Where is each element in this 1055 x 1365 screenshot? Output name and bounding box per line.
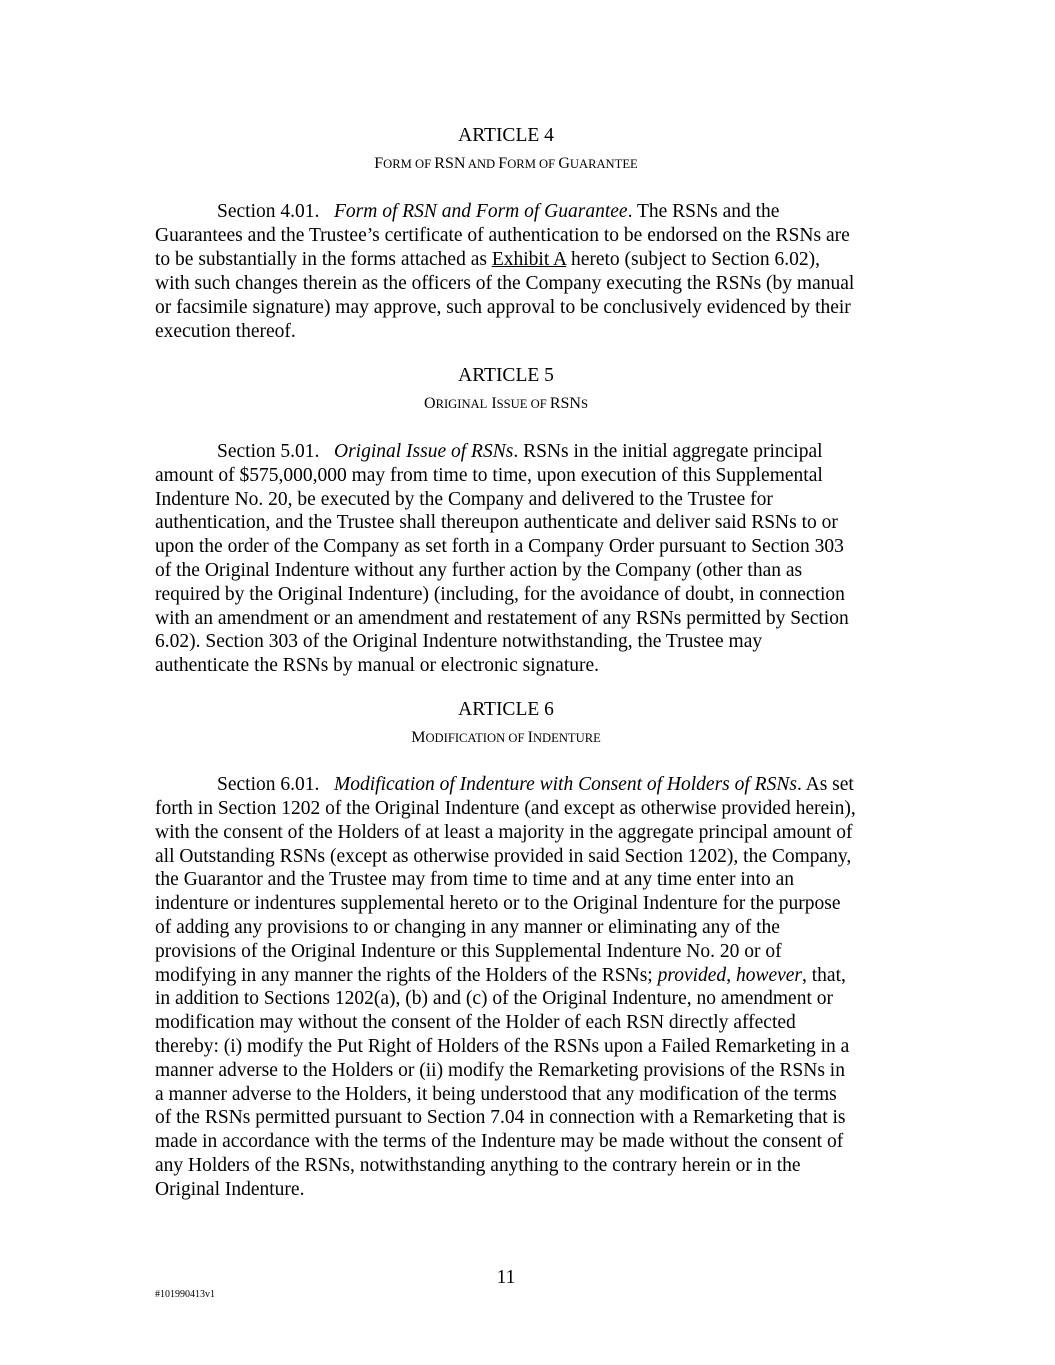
section-5-01-line-6: of the Original Indenture without any further action by the Company (other than as	[155, 560, 803, 581]
exhibit-a-reference: Exhibit A	[491, 249, 567, 270]
section-5-01-line-2: amount of $575,000,000 may from time to time, upon execution of this Supplemental	[155, 465, 823, 486]
section-number: Section 5.01.	[217, 441, 320, 462]
section-6-01-line-6: indenture or indentures supplemental hereto or to the Original Indenture for the purpose	[155, 893, 841, 914]
section-6-01-line-17: any Holders of the RSNs, notwithstanding anything to the contrary herein or in the	[155, 1155, 801, 1176]
section-6-01-line-14: a manner adverse to the Holders, it being understood that any modification of the terms	[155, 1084, 837, 1105]
section-heading: Form of RSN and Form of Guarantee	[334, 201, 628, 222]
section-6-01-line-9: modifying in any manner the rights of the Holders of the RSNs; provided, however, that,	[155, 965, 846, 986]
section-5-01-line-5: upon the order of the Company as set forth in a Company Order pursuant to Section 303	[155, 536, 844, 557]
section-6-01-line-3: with the consent of the Holders of at least a majority in the aggregate principal amount of	[155, 822, 853, 843]
section-5-01-line-1: Section 5.01. Original Issue of RSNs. RSNs in the initial aggregate principal	[217, 441, 823, 462]
section-6-01-line-4: all Outstanding RSNs (except as otherwise provided in said Section 1202), the Company,	[155, 846, 852, 867]
section-5-01-line-10: authenticate the RSNs by manual or electronic signature.	[155, 655, 600, 676]
article-5-title: ARTICLE 5	[458, 365, 554, 386]
section-6-01-line-15: of the RSNs permitted pursuant to Section 7.04 in connection with a Remarketing that is	[155, 1107, 846, 1128]
article-4-subtitle: FORM OF RSN AND FORM OF GUARANTEE	[374, 155, 638, 172]
section-5-01-line-4: authentication, and the Trustee shall thereupon authenticate and deliver said RSNs to or	[155, 512, 838, 533]
section-number: Section 4.01.	[217, 201, 320, 222]
article-6-subtitle: MODIFICATION OF INDENTURE	[411, 729, 601, 746]
section-5-01-line-7: required by the Original Indenture) (including, for the avoidance of doubt, in connection	[155, 584, 845, 605]
section-heading: Original Issue of RSNs	[334, 441, 514, 462]
article-5-subtitle: ORIGINAL ISSUE OF RSNS	[424, 395, 588, 412]
section-heading: Modification of Indenture with Consent of Holders of RSNs	[334, 774, 797, 795]
section-6-01-line-11: modification may without the consent of the Holder of each RSN directly affected	[155, 1012, 796, 1033]
article-4-title: ARTICLE 4	[458, 125, 554, 146]
section-6-01-line-18: Original Indenture.	[155, 1179, 305, 1200]
section-4-01-line-1: Section 4.01. Form of RSN and Form of Guarantee. The RSNs and the	[217, 201, 780, 222]
section-6-01-line-7: of adding any provisions to or changing in any manner or eliminating any of the	[155, 917, 780, 938]
section-6-01-line-5: the Guarantor and the Trustee may from time to time and at any time enter into an	[155, 869, 794, 890]
section-4-01-line-6: execution thereof.	[155, 321, 296, 342]
section-number: Section 6.01.	[217, 774, 320, 795]
section-6-01-line-16: made in accordance with the terms of the Indenture may be made without the consent of	[155, 1131, 844, 1152]
section-6-01-line-8: provisions of the Original Indenture or this Supplemental Indenture No. 20 or of	[155, 941, 782, 962]
section-4-01-line-5: or facsimile signature) may approve, such approval to be conclusively evidenced by their	[155, 297, 851, 318]
section-4-01-line-2: Guarantees and the Trustee’s certificate of authentication to be endorsed on the RSNs are	[155, 225, 850, 246]
document-id: #101990413v1	[155, 1289, 215, 1300]
section-4-01-line-3: to be substantially in the forms attached as Exhibit A hereto (subject to Section 6.02),	[155, 249, 821, 270]
article-6-title: ARTICLE 6	[458, 699, 554, 720]
section-6-01-line-1: Section 6.01. Modification of Indenture with Consent of Holders of RSNs. As set	[217, 774, 854, 795]
section-5-01-line-9: 6.02). Section 303 of the Original Indenture notwithstanding, the Trustee may	[155, 631, 763, 652]
section-5-01-line-3: Indenture No. 20, be executed by the Company and delivered to the Trustee for	[155, 489, 773, 510]
section-6-01-line-12: thereby: (i) modify the Put Right of Holders of the RSNs upon a Failed Remarketing in a	[155, 1036, 850, 1057]
section-4-01-line-4: with such changes therein as the officers of the Company executing the RSNs (by manual	[155, 273, 855, 294]
section-6-01-line-10: in addition to Sections 1202(a), (b) and (c) of the Original Indenture, no amendment or	[155, 988, 833, 1009]
page-number: 11	[496, 1267, 516, 1288]
section-6-01-line-13: manner adverse to the Holders or (ii) modify the Remarketing provisions of the RSNs in	[155, 1060, 845, 1081]
section-5-01-line-8: with an amendment or an amendment and restatement of any RSNs permitted by Section	[155, 608, 849, 629]
section-6-01-line-2: forth in Section 1202 of the Original Indenture (and except as otherwise provided herein),	[155, 798, 856, 819]
